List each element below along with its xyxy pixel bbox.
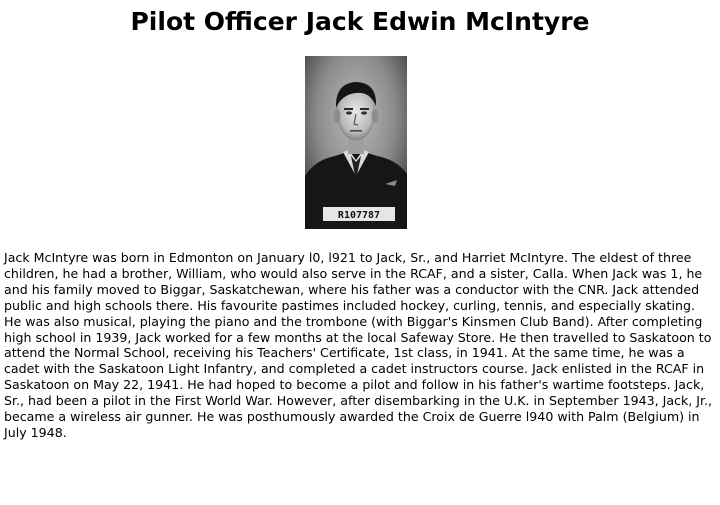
page-title: Pilot Officer Jack Edwin McIntyre bbox=[130, 7, 590, 36]
portrait-image bbox=[305, 56, 407, 229]
service-number-plate: R107787 bbox=[337, 210, 381, 221]
biography-text: Jack McIntyre was born in Edmonton on January l0, l921 to Jack, Sr., and Harriet McIntyre. The eldest of three children, he had a brother, William, who would also serve in the RCAF, and a sister, Calla. When Jack was 1, he and his family moved to Biggar, Saskatchewan, where his father was a conductor with the CNR. Jack attended public and high schools there. His favourite pastimes included hockey, curling, tennis, and especially skating. He was also musical, playing the piano and the trombone (with Biggar's Kinsmen Club Band). After completing high school in 1939, Jack worked for a few months at the local Safeway Store. He then travelled to Saskatoon to attend the Normal School, receiving his Teachers' Certificate, 1st class, in 1941. At the same time, he was a cadet with the Saskatoon Light Infantry, and completed a cadet instructors course. Jack enlisted in the RCAF in Saskatoon on May 22, 1941. He had hoped to become a pilot and follow in his father's wartime footsteps. Jack, Sr., had been a pilot in the First World War. However, after disembarking in the U.K. in September 1943, Jack, Jr., became a wireless air gunner. He was posthumously awarded the Croix de Guerre l940 with Palm (Belgium) in July 1948. bbox=[4, 250, 713, 440]
portrait-photo bbox=[305, 56, 407, 229]
